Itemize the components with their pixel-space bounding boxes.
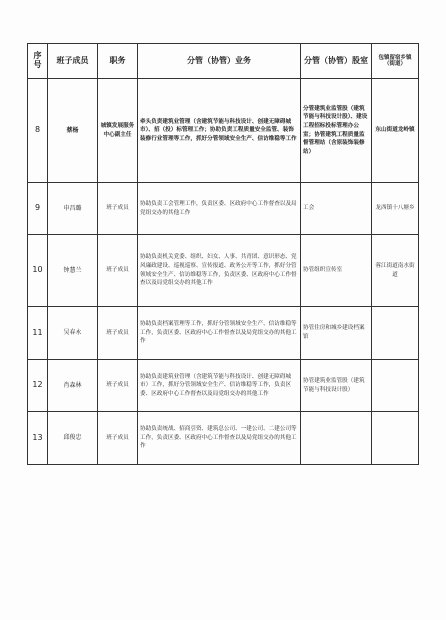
- row-business: 协助负责统战、招商引资、建筑总公司、一建公司、二建公司等工作，负责区委、区政府中心工作督查以及局党组交办的其他工作: [138, 412, 301, 465]
- row-business: 协助负责机关党委、组织、妇女、人事、共青团、意识形态、党风廉政建设、巡视巡察、宣传报道、政务公开等工作，抓好分管领域安全生产、信访维稳等工作，负责区委、区政府中心工作督查以及局党组交办的其他工作: [138, 235, 301, 307]
- row-department: 分管建筑业监管股（建筑节能与科技设计股）、建设工程招标投标管理办公室；协管建筑工程质量监督管理站（含原装饰装修站）: [301, 79, 372, 183]
- header-business: 分管（协管）业务: [138, 44, 301, 79]
- row-business: 协助负责建筑业管理（含建筑节能与科技设计、创建无障碍城市）工作，抓好分管领域安全生产、信访维稳等工作，负责区委、区政府中心工作督查以及局党组交办的其他工作: [138, 360, 301, 412]
- table-row: [28, 360, 419, 412]
- header-member: 班子成员: [48, 44, 98, 79]
- table-header-row: [28, 44, 419, 79]
- row-department: [301, 412, 372, 465]
- row-town: 蓉江街道南水街道: [372, 235, 419, 307]
- row-town: [372, 412, 419, 465]
- row-business: 牵头负责建筑业管理（含建筑节能与科技设计、创建无障碍城市）、招（投）标管理工作；协助负责工程质量安全监管、装饰装修行业管理等工作，抓好分管领域安全生产、信访维稳等工作: [138, 79, 301, 183]
- row-position: 城镇发展服务中心副主任: [98, 79, 138, 183]
- row-town: [372, 360, 419, 412]
- row-position: 班子成员: [98, 360, 138, 412]
- row-seq: 9: [28, 183, 48, 235]
- row-seq: 10: [28, 235, 48, 307]
- row-seq: 11: [28, 307, 48, 360]
- table-row: [28, 412, 419, 465]
- row-department: 协管组织宣传室: [301, 235, 372, 307]
- row-position: 班子成员: [98, 183, 138, 235]
- table-row: [28, 79, 419, 183]
- row-town: 龙西镇十八塘乡: [372, 183, 419, 235]
- row-member-name: 钟慧兰: [48, 235, 98, 307]
- leadership-duty-table: [27, 43, 419, 465]
- header-town: 包镇留宿乡镇（街道）: [372, 44, 419, 79]
- table-row: [28, 183, 419, 235]
- row-member-name: 肖森林: [48, 360, 98, 412]
- row-member-name: 吴春永: [48, 307, 98, 360]
- row-department: 协管住房和城乡建设档案馆: [301, 307, 372, 360]
- row-department: 协管建筑业监管股（建筑节能与科技设计股）: [301, 360, 372, 412]
- row-seq: 8: [28, 79, 48, 183]
- row-town: [372, 307, 419, 360]
- header-position: 职务: [98, 44, 138, 79]
- row-member-name: 邱俊忠: [48, 412, 98, 465]
- row-seq: 12: [28, 360, 48, 412]
- table-row: [28, 307, 419, 360]
- row-position: 班子成员: [98, 307, 138, 360]
- row-business: 协助负责档案管理等工作，抓好分管领域安全生产、信访维稳等工作，负责区委、区政府中心工作督查以及局党组交办的其他工作: [138, 307, 301, 360]
- row-position: 班子成员: [98, 235, 138, 307]
- header-seq: 序号: [28, 44, 48, 79]
- row-position: 班子成员: [98, 412, 138, 465]
- row-seq: 13: [28, 412, 48, 465]
- row-department: 工会: [301, 183, 372, 235]
- row-business: 协助负责工会管理工作，负责区委、区政府中心工作督查以及局党组交办的其他工作: [138, 183, 301, 235]
- row-member-name: 蔡杨: [48, 79, 98, 183]
- row-town: 东山街道龙岭镇: [372, 79, 419, 183]
- header-department: 分管（协管）股室: [301, 44, 372, 79]
- table-row: [28, 235, 419, 307]
- row-member-name: 申昌璐: [48, 183, 98, 235]
